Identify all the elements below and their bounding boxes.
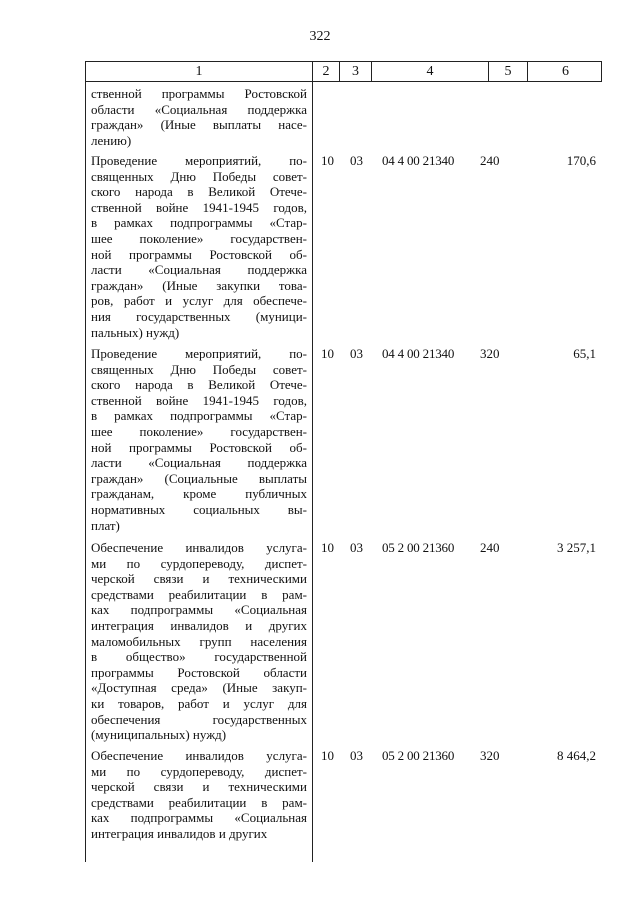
row-expense-type: 240 — [480, 540, 500, 555]
description-line: ского народа в Великой Отече- — [91, 377, 307, 393]
row-amount: 170,6 — [566, 153, 596, 168]
description-line: нормативных социальных вы- — [91, 501, 307, 517]
table-divider — [312, 82, 313, 862]
description-line: гражданам, кроме публичных — [91, 486, 307, 502]
row-amount: 3 257,1 — [557, 540, 596, 555]
header-col-3: 3 — [340, 62, 372, 81]
description-line: Проведение мероприятий, по- — [91, 153, 307, 168]
header-col-4: 4 — [372, 62, 489, 81]
description-line: маломобильных групп населения — [91, 633, 307, 649]
row-section: 10 — [321, 748, 334, 763]
description-line: граждан» (Иные выплаты насе- — [91, 117, 307, 133]
description-line: ров, работ и услуг для обеспече- — [91, 293, 307, 309]
description-line: шее поколение» государствен- — [91, 423, 307, 439]
description-line: обеспечения государственных — [91, 711, 307, 727]
row-amount: 65,1 — [573, 346, 596, 361]
row-target-code: 04 4 00 21340 — [382, 153, 455, 168]
description-line: ласти «Социальная поддержка — [91, 455, 307, 471]
description-line: интеграция инвалидов и других — [91, 617, 307, 633]
row-section: 10 — [321, 540, 334, 555]
description-line: ной программы Ростовской об- — [91, 246, 307, 262]
row-target-code: 05 2 00 21360 — [382, 540, 455, 555]
header-col-1: 1 — [86, 62, 313, 81]
description-line: (муниципальных) нужд) — [91, 727, 227, 743]
description-line: ственной войне 1941-1945 годов, — [91, 392, 307, 408]
description-line: лению) — [91, 132, 132, 148]
description-line: Обеспечение инвалидов услуга- — [91, 540, 307, 555]
description-line: ния государственных (муници- — [91, 308, 307, 324]
description-line: черской связи и техническими — [91, 571, 307, 587]
table-border-left — [85, 82, 86, 862]
description-line: «Доступная среда» (Иные закуп- — [91, 680, 307, 696]
row-expense-type: 320 — [480, 346, 500, 361]
description-line: шее поколение» государствен- — [91, 230, 307, 246]
description-line: интеграция инвалидов и других — [91, 825, 268, 841]
description-line: ласти «Социальная поддержка — [91, 262, 307, 278]
row-subsection: 03 — [350, 153, 363, 168]
description-line: свящeнных Дню Победы совет- — [91, 361, 307, 377]
table-header — [85, 61, 602, 82]
description-line: граждан» (Социальные выплаты — [91, 470, 307, 486]
header-col-5: 5 — [489, 62, 528, 81]
row-description — [91, 153, 307, 340]
description-line: черской связи и техническими — [91, 779, 307, 795]
row-target-code: 04 4 00 21340 — [382, 346, 455, 361]
description-line: ского народа в Великой Отече- — [91, 184, 307, 200]
row-expense-type: 240 — [480, 153, 500, 168]
description-line: ки товаров, работ и услуг для — [91, 695, 307, 711]
description-line: свящeнных Дню Победы совет- — [91, 168, 307, 184]
description-line: плат) — [91, 517, 120, 533]
description-line: Проведение мероприятий, по- — [91, 346, 307, 361]
header-col-6: 6 — [562, 64, 569, 79]
row-section: 10 — [321, 346, 334, 361]
description-line: ственной войне 1941-1945 годов, — [91, 199, 307, 215]
row-description — [91, 540, 307, 743]
description-line: ми по сурдопереводу, диспет- — [91, 763, 307, 779]
description-line: Обеспечение инвалидов услуга- — [91, 748, 307, 763]
row-subsection: 03 — [350, 748, 363, 763]
row-section: 10 — [321, 153, 334, 168]
description-line: средствами реабилитации в рам- — [91, 794, 307, 810]
description-line: в рамках подпрограммы «Стар- — [91, 408, 307, 424]
row-description — [91, 86, 307, 148]
row-description — [91, 346, 307, 533]
description-line: ках подпрограммы «Социальная — [91, 602, 307, 618]
description-line: ках подпрограммы «Социальная — [91, 810, 307, 826]
description-line: в общество» государственной — [91, 649, 307, 665]
row-amount: 8 464,2 — [557, 748, 596, 763]
description-line: ми по сурдопереводу, диспет- — [91, 555, 307, 571]
description-line: области «Социальная поддержка — [91, 101, 307, 117]
description-line: ной программы Ростовской об- — [91, 439, 307, 455]
description-line: пальных) нужд) — [91, 324, 180, 340]
description-line: в рамках подпрограммы «Стар- — [91, 215, 307, 231]
header-col-2: 2 — [313, 62, 340, 81]
page-number: 322 — [309, 29, 331, 44]
row-description — [91, 748, 307, 842]
description-line: программы Ростовской области — [91, 664, 307, 680]
description-line: средствами реабилитации в рам- — [91, 586, 307, 602]
row-target-code: 05 2 00 21360 — [382, 748, 455, 763]
row-subsection: 03 — [350, 540, 363, 555]
row-expense-type: 320 — [480, 748, 500, 763]
row-subsection: 03 — [350, 346, 363, 361]
description-line: граждан» (Иные закупки това- — [91, 277, 307, 293]
description-line: ственной программы Ростовской — [91, 86, 307, 101]
